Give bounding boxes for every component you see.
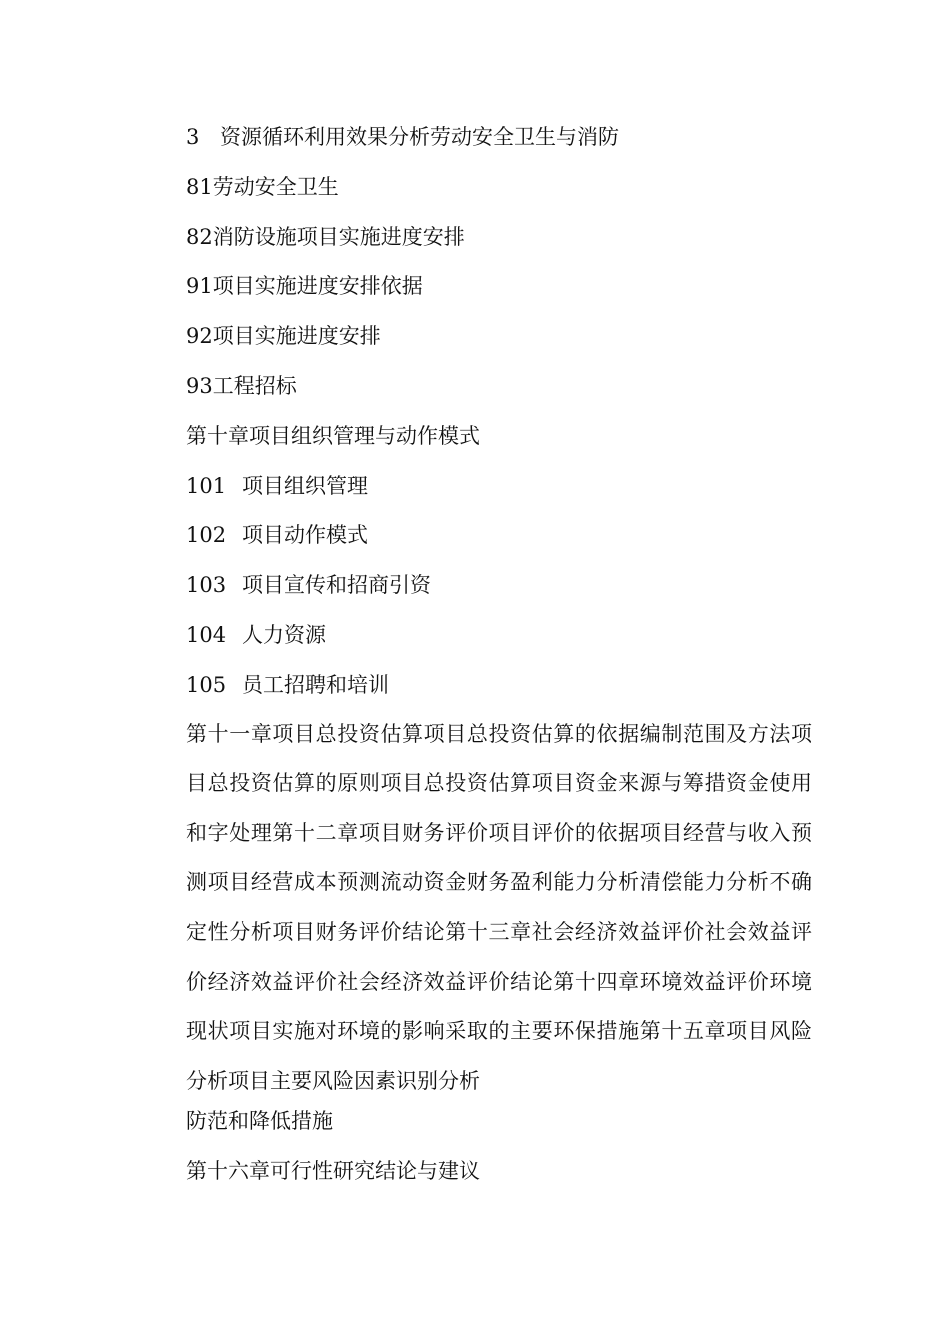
toc-line <box>186 520 816 550</box>
toc-number: 3 <box>186 125 200 149</box>
toc-text: 项目宣传和招商引资 <box>242 573 431 598</box>
toc-line <box>186 271 816 301</box>
body-paragraph: 第十一章项目总投资估算项目总投资估算的依据编制范围及方法项目总投资估算的原则项目总投资估算项目资金来源与筹措资金使用和字处理第十二章项目财务评价项目评价的依据项目经营与收入预测项目经营成本预测流动资金财务盈利能力分析清偿能力分析不确定性分析项目财务评价结论第十三章社会经济效益评价社会效益评价经济效益评价社会经济效益评价结论第十四章环境效益评价环境现状项目实施对环境的影响采取的主要环保措施第十五章项目风险分析项目主要风险因素识别分析 <box>186 721 812 1093</box>
toc-line <box>186 570 816 600</box>
chapter-heading-text: 第十六章可行性研究结论与建议 <box>186 1159 480 1184</box>
toc-line <box>186 172 816 202</box>
toc-line <box>186 321 816 351</box>
toc-text: 82消防设施项目实施进度安排 <box>186 224 465 249</box>
toc-text: 92项目实施进度安排 <box>186 324 381 349</box>
toc-text: 项目组织管理 <box>242 473 368 498</box>
toc-line <box>186 371 816 401</box>
document-body <box>186 122 816 1206</box>
toc-number: 102 <box>186 523 227 548</box>
toc-text: 91项目实施进度安排依据 <box>186 274 423 299</box>
toc-text: 项目动作模式 <box>242 523 368 548</box>
toc-line <box>186 122 816 152</box>
toc-text: 人力资源 <box>242 622 326 647</box>
toc-text: 资源循环利用效果分析劳动安全卫生与消防 <box>220 125 619 149</box>
toc-line <box>186 222 816 252</box>
toc-text: 93工程招标 <box>186 373 297 398</box>
toc-line <box>186 1106 816 1136</box>
toc-line <box>186 471 816 501</box>
toc-line <box>186 670 816 700</box>
chapter-heading <box>186 421 816 451</box>
toc-text: 防范和降低措施 <box>186 1109 333 1134</box>
toc-text: 员工招聘和培训 <box>242 672 389 697</box>
toc-text: 81劳动安全卫生 <box>186 174 339 199</box>
toc-number: 101 <box>186 473 227 498</box>
chapter-heading-text: 第十章项目组织管理与动作模式 <box>186 423 480 448</box>
toc-line <box>186 620 816 650</box>
toc-number: 105 <box>186 672 227 697</box>
chapter-heading <box>186 1156 816 1186</box>
toc-number: 103 <box>186 573 227 598</box>
toc-number: 104 <box>186 622 227 647</box>
